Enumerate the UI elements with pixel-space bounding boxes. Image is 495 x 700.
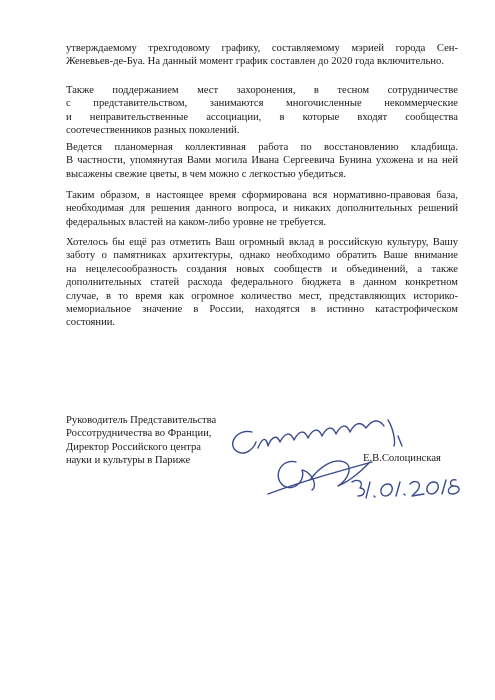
handwritten-greeting-stroke <box>258 421 384 448</box>
text-line: состоянии. <box>66 317 116 329</box>
handwritten-date-stroke <box>374 496 375 497</box>
signer-name: Е.В.Солоцинская <box>363 453 441 464</box>
text-line: Также поддержанием мест захоронения, в тесном сотрудничестве <box>66 85 458 96</box>
handwritten-date-stroke <box>381 484 392 496</box>
handwritten-date-stroke <box>448 480 459 494</box>
text-line: соотечественников разных поколений. <box>66 125 240 137</box>
handwritten-date-stroke <box>396 482 400 496</box>
text-line: Женевьев-де-Буа. На данный момент график составлен до 2020 года включительно. <box>66 56 444 68</box>
text-line: и неправительственные ассоциации, в которые входят сообщества <box>66 111 458 123</box>
text-line: мемориальное значение в России, находятся в истинно катастрофическом <box>66 304 458 316</box>
text-line: федеральных властей на каком-либо уровне не требуется. <box>66 216 327 228</box>
signature-stroke <box>268 462 372 494</box>
handwritten-greeting-stroke <box>388 420 395 446</box>
text-line: заботу о памятниках архитектуры, однако необходимо обратить Ваше внимание <box>66 250 458 262</box>
handwritten-date-stroke <box>352 480 364 496</box>
signatory-title-line: науки и культуры в Париже <box>66 455 191 467</box>
text-line: дополнительных статей расхода федерального бюджета в данном конкретном <box>66 277 458 289</box>
handwritten-greeting-stroke <box>398 436 402 446</box>
text-line: высажены свежие цветы, в чем можно с легкостью убедиться. <box>66 168 347 180</box>
handwritten-date-stroke <box>366 482 370 498</box>
text-line: с представительством, занимаются многочисленные некоммерческие <box>66 98 458 110</box>
text-line: необходимая для решения данного вопроса, и никаких дополнительных решений <box>66 203 458 215</box>
signatory-title-line: Директор Российского центра <box>66 441 201 453</box>
handwritten-date-stroke <box>404 494 405 495</box>
handwritten-greeting-stroke <box>233 431 256 453</box>
text-line: Ведется планомерная коллективная работа по восстановлению кладбища. <box>66 142 458 153</box>
text-line: Таким образом, в настоящее время сформирована вся нормативно-правовая база, <box>66 190 458 201</box>
handwritten-date-stroke <box>427 482 438 494</box>
text-line: В частности, упомянутая Вами могила Ивана Сергеевича Бунина ухожена и на ней <box>66 155 458 167</box>
signatory-title-line: Руководитель Представительства <box>66 415 217 426</box>
text-line: на нецелесообразность создания новых сообществ и объединений, а также <box>66 263 458 275</box>
handwritten-date-stroke <box>442 480 446 494</box>
handwritten-date-stroke <box>410 482 424 496</box>
text-line: утверждаемому трехгодовому графику, составляемому мэрией города Сен- <box>66 43 458 54</box>
text-line: случае, в то время как огромное количество мест, представляющих историко- <box>66 290 458 302</box>
signatory-title-line: Россотрудничества во Франции, <box>66 428 212 440</box>
text-line: Хотелось бы ещё раз отметить Ваш огромный вклад в российскую культуру, Вашу <box>66 237 458 248</box>
signature-stroke <box>278 461 314 490</box>
